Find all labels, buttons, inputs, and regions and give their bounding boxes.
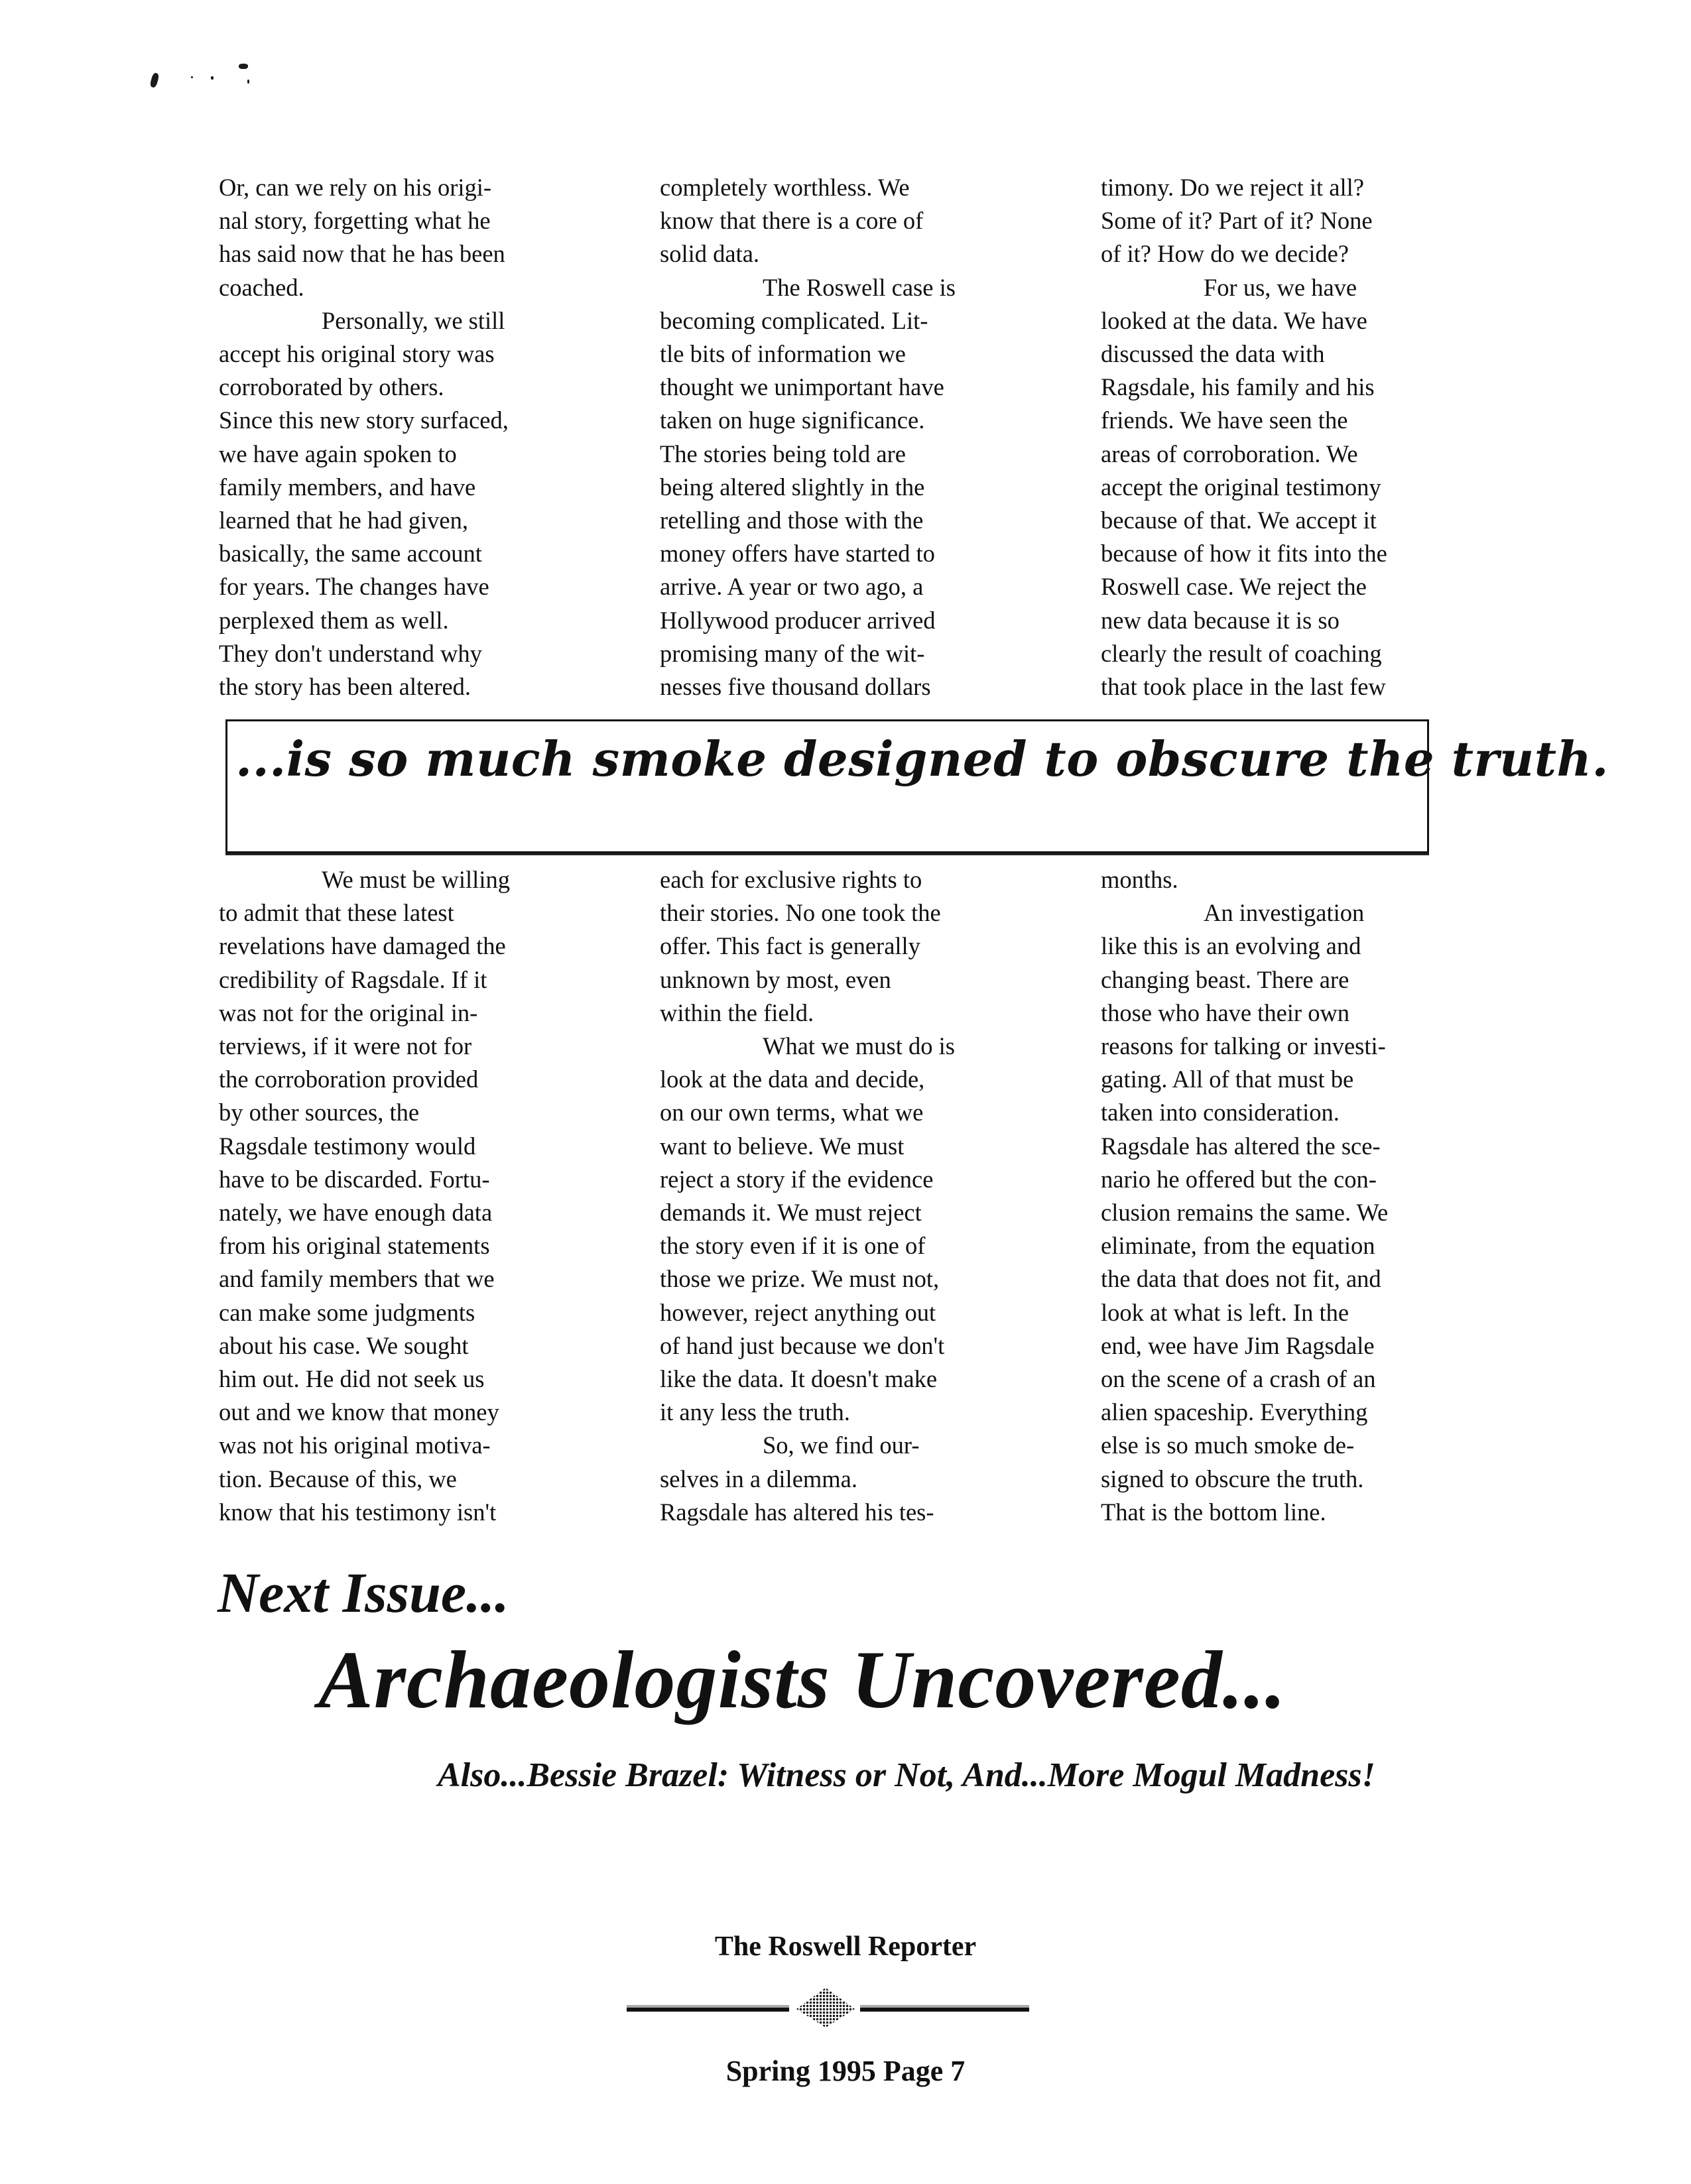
- text-line: because of that. We accept it: [1101, 507, 1377, 534]
- text-line: credibility of Ragsdale. If it: [219, 965, 487, 993]
- diamond-rule-icon: [627, 1988, 1031, 2028]
- text-line: the data that does not fit, and: [1101, 1265, 1381, 1293]
- text-line: learned that he had given,: [219, 507, 468, 534]
- text-line: gating. All of that must be: [1101, 1065, 1354, 1093]
- text-line: That is the bottom line.: [1101, 1498, 1326, 1526]
- text-line: money offers have started to: [660, 540, 935, 568]
- text-line: nesses five thousand dollars: [660, 673, 931, 701]
- rule-left-shade: [627, 2005, 789, 2008]
- text-line: it any less the truth.: [660, 1398, 850, 1426]
- text-line: thought we unimportant have: [660, 373, 944, 401]
- text-line: was not for the original in-: [219, 999, 478, 1026]
- text-line: coached.: [219, 273, 304, 301]
- text-line: accept his original story was: [219, 340, 495, 368]
- text-line: because of how it fits into the: [1101, 540, 1387, 568]
- scan-artifacts: [113, 40, 245, 80]
- text-line: their stories. No one took the: [660, 899, 941, 927]
- text-line: Since this new story surfaced,: [219, 406, 509, 434]
- publication-name: The Roswell Reporter: [714, 1931, 977, 1962]
- text-line: demands it. We must reject: [660, 1199, 922, 1227]
- text-line: An investigation: [1204, 899, 1365, 927]
- text-line: The Roswell case is: [763, 273, 956, 301]
- text-line: nario he offered but the con-: [1101, 1165, 1377, 1193]
- next-issue-label: Next Issue...: [218, 1561, 509, 1624]
- text-line: about his case. We sought: [219, 1331, 469, 1359]
- text-line: Or, can we rely on his origi-: [219, 174, 492, 201]
- text-line: terviews, if it were not for: [219, 1032, 472, 1060]
- text-line: tle bits of information we: [660, 340, 907, 368]
- article-column-bottom-3: [1101, 863, 1499, 1529]
- pull-quote-box: [225, 719, 1609, 853]
- text-line: areas of corroboration. We: [1101, 440, 1358, 467]
- text-line: of it? How do we decide?: [1101, 240, 1349, 268]
- article-column-bottom-2: [660, 863, 1058, 1529]
- text-line: signed to obscure the truth.: [1101, 1465, 1364, 1492]
- text-line: clearly the result of coaching: [1101, 639, 1382, 667]
- text-line: They don't understand why: [219, 639, 482, 667]
- text-line: completely worthless. We: [660, 174, 910, 201]
- text-line: looked at the data. We have: [1101, 306, 1367, 334]
- text-line: taken on huge significance.: [660, 406, 925, 434]
- text-line: clusion remains the same. We: [1101, 1199, 1389, 1227]
- text-line: reasons for talking or investi-: [1101, 1032, 1386, 1060]
- text-line: for years. The changes have: [219, 573, 489, 601]
- rule-right: [860, 2008, 1029, 2012]
- text-line: those who have their own: [1101, 999, 1350, 1026]
- text-line: within the field.: [660, 999, 814, 1026]
- text-line: out and we know that money: [219, 1398, 499, 1426]
- text-line: nately, we have enough data: [219, 1199, 493, 1227]
- text-line: that took place in the last few: [1101, 673, 1386, 701]
- text-line: want to believe. We must: [660, 1132, 905, 1160]
- rule-left: [627, 2008, 789, 2012]
- text-line: Some of it? Part of it? None: [1101, 207, 1373, 235]
- text-line: being altered slightly in the: [660, 473, 925, 501]
- text-line: timony. Do we reject it all?: [1101, 174, 1364, 201]
- text-line: discussed the data with: [1101, 340, 1325, 368]
- text-line: end, wee have Jim Ragsdale: [1101, 1331, 1375, 1359]
- text-line: revelations have damaged the: [219, 932, 506, 960]
- text-line: We must be willing: [322, 866, 510, 893]
- text-line: know that there is a core of: [660, 207, 924, 235]
- text-line: family members, and have: [219, 473, 476, 501]
- text-line: Ragsdale, his family and his: [1101, 373, 1375, 401]
- text-line: perplexed them as well.: [219, 606, 449, 634]
- text-line: like the data. It doesn't make: [660, 1365, 938, 1393]
- text-line: alien spaceship. Everything: [1101, 1398, 1368, 1426]
- text-line: the story even if it is one of: [660, 1232, 926, 1260]
- text-line: corroborated by others.: [219, 373, 444, 401]
- pull-quote: ...is so much smoke designed to obscure the truth.: [235, 731, 1609, 787]
- text-line: friends. We have seen the: [1101, 406, 1348, 434]
- text-line: have to be discarded. Fortu-: [219, 1165, 490, 1193]
- text-line: months.: [1101, 866, 1178, 893]
- text-line: becoming complicated. Lit-: [660, 306, 928, 334]
- text-line: was not his original motiva-: [219, 1431, 491, 1459]
- text-line: know that his testimony isn't: [219, 1498, 497, 1526]
- text-line: So, we find our-: [763, 1431, 920, 1459]
- text-line: on the scene of a crash of an: [1101, 1365, 1376, 1393]
- text-line: taken into consideration.: [1101, 1099, 1340, 1126]
- text-line: arrive. A year or two ago, a: [660, 573, 924, 601]
- text-line: For us, we have: [1204, 273, 1357, 301]
- text-line: unknown by most, even: [660, 965, 891, 993]
- text-line: Personally, we still: [322, 306, 505, 334]
- text-line: retelling and those with the: [660, 507, 924, 534]
- text-line: new data because it is so: [1101, 606, 1340, 634]
- text-line: changing beast. There are: [1101, 965, 1349, 993]
- text-line: Ragsdale has altered his tes-: [660, 1498, 934, 1526]
- text-line: offer. This fact is generally: [660, 932, 920, 960]
- text-line: look at the data and decide,: [660, 1065, 925, 1093]
- text-line: promising many of the wit-: [660, 639, 925, 667]
- rule-right-shade: [860, 2005, 1029, 2008]
- text-line: to admit that these latest: [219, 899, 454, 927]
- text-line: however, reject anything out: [660, 1298, 936, 1326]
- text-line: each for exclusive rights to: [660, 866, 922, 893]
- text-line: and family members that we: [219, 1265, 495, 1293]
- next-issue-headline: Archaeologists Uncovered...: [318, 1634, 1286, 1725]
- text-line: basically, the same account: [219, 540, 482, 568]
- article-column-bottom-1: [219, 863, 617, 1529]
- text-line: solid data.: [660, 240, 760, 268]
- text-line: like this is an evolving and: [1101, 932, 1361, 960]
- article-column-top-2: [660, 171, 1058, 703]
- text-line: What we must do is: [763, 1032, 955, 1060]
- text-line: of hand just because we don't: [660, 1331, 945, 1359]
- text-line: Ragsdale testimony would: [219, 1132, 476, 1160]
- text-line: Hollywood producer arrived: [660, 606, 936, 634]
- issue-date-page: Spring 1995 Page 7: [725, 2055, 966, 2087]
- text-line: Roswell case. We reject the: [1101, 573, 1367, 601]
- text-line: him out. He did not seek us: [219, 1365, 485, 1393]
- article-column-top-1: [219, 171, 617, 703]
- text-line: we have again spoken to: [219, 440, 457, 467]
- text-line: from his original statements: [219, 1232, 490, 1260]
- article-column-top-3: [1101, 171, 1499, 703]
- text-line: has said now that he has been: [219, 240, 505, 268]
- text-line: nal story, forgetting what he: [219, 207, 491, 235]
- text-line: look at what is left. In the: [1101, 1298, 1349, 1326]
- text-line: else is so much smoke de-: [1101, 1431, 1355, 1459]
- text-line: reject a story if the evidence: [660, 1165, 934, 1193]
- text-line: Ragsdale has altered the sce-: [1101, 1132, 1381, 1160]
- text-line: can make some judgments: [219, 1298, 475, 1326]
- text-line: the story has been altered.: [219, 673, 471, 701]
- text-line: tion. Because of this, we: [219, 1465, 457, 1492]
- text-line: accept the original testimony: [1101, 473, 1381, 501]
- text-line: the corroboration provided: [219, 1065, 479, 1093]
- text-line: those we prize. We must not,: [660, 1265, 940, 1293]
- text-line: The stories being told are: [660, 440, 906, 467]
- text-line: selves in a dilemma.: [660, 1465, 858, 1492]
- text-line: by other sources, the: [219, 1099, 420, 1126]
- diamond-shape: [796, 1988, 855, 2028]
- text-line: eliminate, from the equation: [1101, 1232, 1375, 1260]
- next-issue-subhead: Also...Bessie Brazel: Witness or Not, And...More Mogul Madness!: [438, 1756, 1375, 1794]
- text-line: on our own terms, what we: [660, 1099, 924, 1126]
